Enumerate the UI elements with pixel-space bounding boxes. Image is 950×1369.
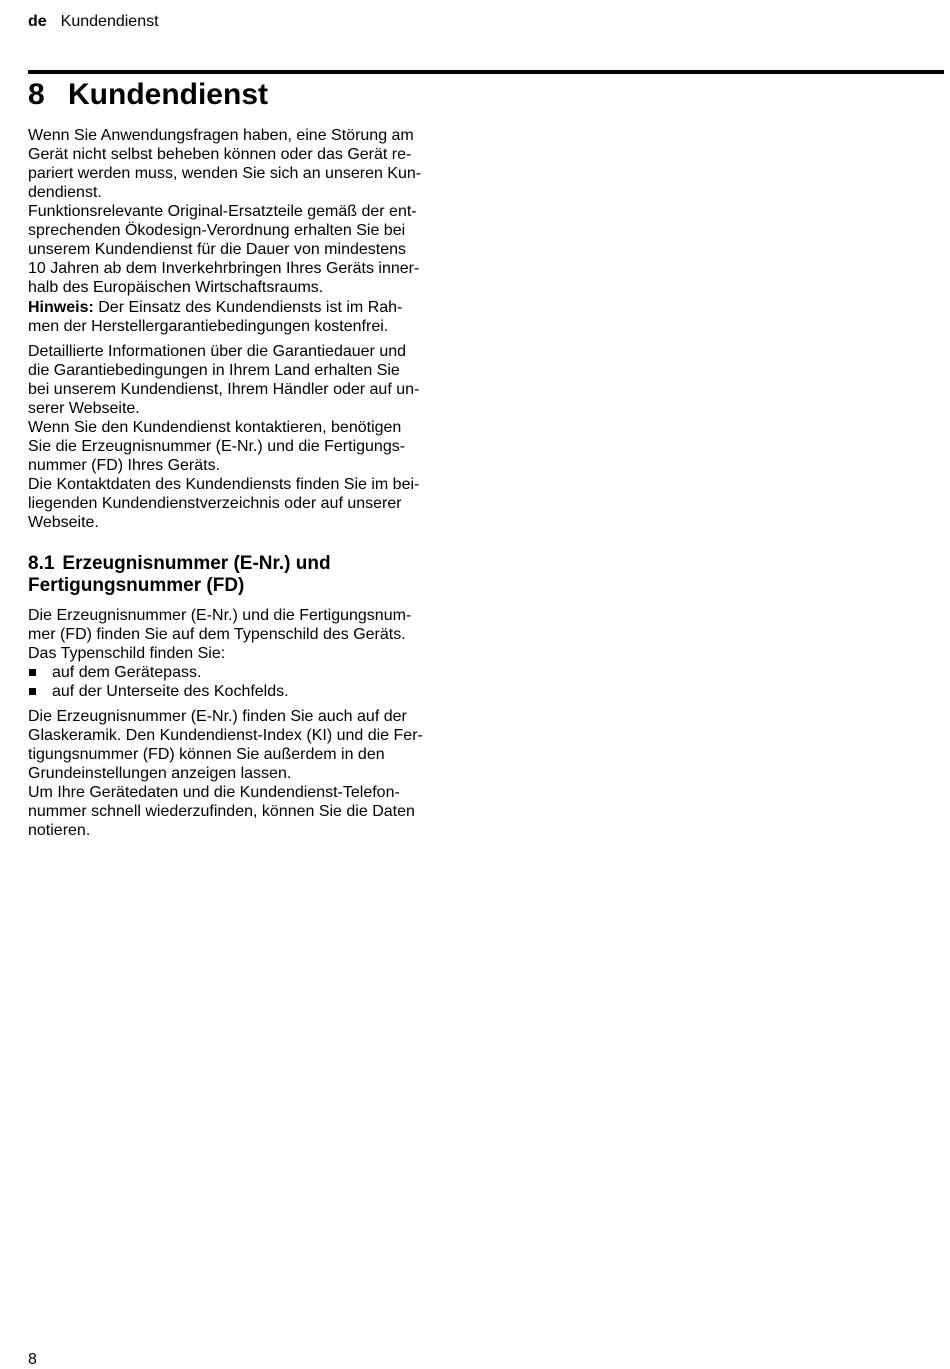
page-number: 8 [28, 1351, 37, 1368]
section-number: 8.1 [28, 553, 55, 574]
text-line: unserem Kundendienst für die Dauer von mindestens [28, 241, 406, 258]
paragraph-contact-data [28, 475, 468, 532]
chapter-number: 8 [28, 78, 45, 111]
text-line: liegenden Kundendienstverzeichnis oder auf unserer [28, 495, 402, 512]
text-line: Glaskeramik. Den Kundendienst-Index (KI) und die Fer- [28, 727, 423, 744]
list-item [28, 663, 468, 682]
text-line: tigungsnummer (FD) können Sie außerdem in den [28, 746, 385, 763]
text-line: Webseite. [28, 514, 99, 531]
section-title-line: Fertigungsnummer (FD) [28, 575, 245, 596]
text-line: die Garantiebedingungen in Ihrem Land erhalten Sie [28, 362, 400, 379]
text-line: Die Erzeugnisnummer (E-Nr.) und die Fertigungsnum- [28, 607, 412, 624]
section-title-line: Erzeugnisnummer (E-Nr.) und [62, 553, 331, 574]
text-line: Gerät nicht selbst beheben können oder das Gerät re- [28, 146, 412, 163]
text-line: sprechenden Ökodesign-Verordnung erhalten Sie bei [28, 222, 406, 239]
language-code: de [28, 13, 47, 30]
text-line: nummer (FD) Ihres Geräts. [28, 457, 221, 474]
text-line: serer Webseite. [28, 400, 140, 417]
text-line: Grundeinstellungen anzeigen lassen. [28, 765, 292, 782]
text-line: Das Typenschild finden Sie: [28, 645, 226, 662]
header-rule [28, 70, 944, 74]
text-line: notieren. [28, 822, 91, 839]
header-title: Kundendienst [60, 13, 159, 30]
intro-block-2 [28, 342, 468, 532]
paragraph-rating-plate [28, 606, 468, 644]
intro-block-1 [28, 126, 468, 297]
section-block-1 [28, 606, 468, 701]
text-line: halb des Europäischen Wirtschaftsraums. [28, 279, 324, 296]
section-heading [28, 553, 468, 597]
text-line: Wenn Sie Anwendungsfragen haben, eine Störung am [28, 127, 414, 144]
text-line: dendienst. [28, 184, 102, 201]
text-line: Detaillierte Informationen über die Garantiedauer und [28, 343, 407, 360]
text-line: bei unserem Kundendienst, Ihrem Händler oder auf un- [28, 381, 420, 398]
chapter-heading [28, 76, 268, 114]
list-item [28, 682, 468, 701]
section-block-2 [28, 707, 468, 840]
note-block [28, 298, 468, 336]
chapter-title: Kundendienst [68, 78, 268, 111]
text-line: men der Herstellergarantiebedingungen kostenfrei. [28, 318, 389, 335]
bullet-square-icon [29, 688, 36, 695]
list-item-text: auf der Unterseite des Kochfelds. [52, 683, 289, 700]
text-line: Wenn Sie den Kundendienst kontaktieren, benötigen [28, 419, 402, 436]
running-header [28, 12, 159, 32]
text-line: Die Erzeugnisnummer (E-Nr.) finden Sie auch auf der [28, 708, 407, 725]
paragraph-warranty [28, 342, 468, 418]
bullet-square-icon [29, 669, 36, 676]
text-line: mer (FD) finden Sie auf dem Typenschild des Geräts. [28, 626, 406, 643]
text-line: nummer schnell wiederzufinden, können Sie die Daten [28, 803, 415, 820]
paragraph-glass-ceramic [28, 707, 468, 783]
text-line: pariert werden muss, wenden Sie sich an unseren Kun- [28, 165, 422, 182]
text-line: Sie die Erzeugnisnummer (E-Nr.) und die Fertigungs- [28, 438, 406, 455]
text-line: Funktionsrelevante Original-Ersatzteile gemäß der ent- [28, 203, 417, 220]
note-text: Der Einsatz des Kundendiensts ist im Rah- [93, 299, 403, 316]
note-label: Hinweis: [28, 299, 94, 316]
paragraph-contact [28, 418, 468, 475]
note-line-1 [28, 298, 468, 317]
paragraph-intro [28, 126, 468, 202]
paragraph-spare-parts [28, 202, 468, 297]
paragraph-note-data [28, 783, 468, 840]
text-line: 10 Jahren ab dem Inverkehrbringen Ihres Geräts inner- [28, 260, 420, 277]
list-item-text: auf dem Gerätepass. [52, 664, 202, 681]
text-line: Um Ihre Gerätedaten und die Kundendienst-Telefon- [28, 784, 400, 801]
text-line: Die Kontaktdaten des Kundendiensts finden Sie im bei- [28, 476, 420, 493]
section-heading-line-1 [28, 553, 468, 575]
